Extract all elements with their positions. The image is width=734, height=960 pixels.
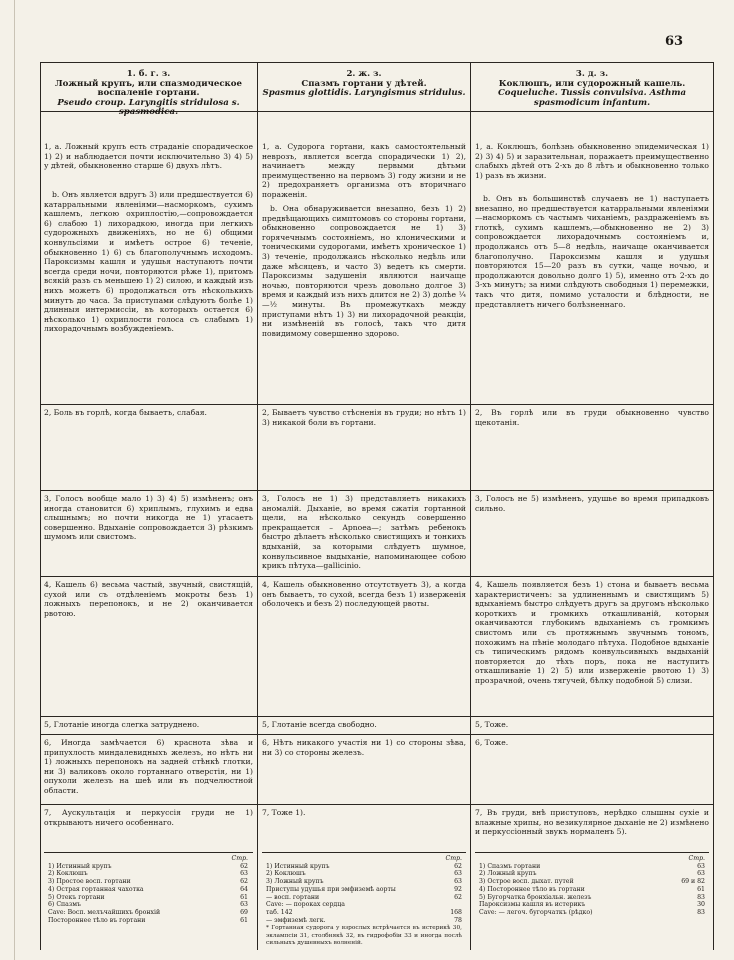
column-title-lat: Coqueluche. Tussis convulsiva. Asthma spasmodicum infantum. [497, 88, 687, 108]
comparison-table [40, 62, 714, 950]
column-title-ru: Ложный крупъ, или спазмодическое воспаленіе гортани. [55, 78, 242, 98]
row-1b: b. Онъ является вдругъ 3) или предшествуется 6) катарральными явленіями—насморкомъ, сухимъ кашлемъ, легкою охриплостію,—сопровождается 6) слабою 1) лихорадкою, иногда при легкихъ судорожныхъ движеніяхъ, но не 6) общими конвульсіями и имѣетъ острое 6) теченіе, обыкновенно 1) 6) съ благополучнымъ исходомъ. Пароксизмы кашля и удушья наступаютъ почти всегда среди ночи, повторяются рѣже 1), притомъ всякій разъ съ меньшею 1) 2) силою, и каждый изъ нихъ можетъ 6) продолжаться отъ нѣсколькихъ минутъ до часа. За приступами слѣдуютъ болѣе 1) длинныя интермиссіи, въ которыхъ остается 6) нѣсколько 1) охриплости голоса съ слабымъ 1) лихорадочнымъ возбужденіемъ. [44, 190, 253, 334]
note-item: 2) Коклюшъ 63 [266, 870, 462, 878]
note-item: Приступы удушья при эмфиземѣ аорты 92 [266, 885, 462, 893]
row-separator [40, 734, 714, 735]
note-item: 4) Острая гортанная чахотка 64 [48, 885, 248, 893]
note-item: 3) Простое восп. гортани 62 [48, 878, 248, 886]
differential-notes [48, 855, 248, 924]
note-item: — эмфиземѣ легк. 78 [266, 916, 462, 924]
note-item: Постороннее тѣло въ гортани 61 [48, 916, 248, 924]
row-2: 2, Въ горлѣ или въ груди обыкновенно чувство щекотанія. [475, 408, 709, 427]
note-item: 2) Ложный крупъ 63 [479, 870, 705, 878]
note-item: 4) Постороннее тѣло въ гортани 61 [479, 885, 705, 893]
row-1b: b. Онъ въ большинствѣ случаевъ не 1) наступаетъ внезапно, но предшествуется катарральными явленіями—насморкомъ съ частымъ чиханіемъ, раздраженіемъ въ глоткѣ, сухимъ кашлемъ,—обыкновенно не 2) 3) сопровождается лихорадочнымъ состояніемъ и, продолжаясь отъ 5—8 недѣль, наичаще оканчивается благополучно. Пароксизмы кашля и удушья повторяются 15—20 разъ въ сутки, чаще ночью, и продолжаются довольно долго 1) 5), именно отъ 2-хъ до 3-хъ минутъ; за ними слѣдуютъ свободныя 1) перемежки, такъ что дитя, помимо усталости и блѣдности, не представляетъ ничего болѣзненнаго. [475, 194, 709, 309]
row-6: 6, Тоже. [475, 738, 509, 747]
differential-notes [479, 855, 705, 917]
row-1a: 1, a. Судорога гортани, какъ самостоятельный неврозъ, является всегда спорадически 1) 2), начинаетъ между первыми дѣтьми преимущественно на первомъ 3) году жизни и не 2) предохраняетъ организма отъ вторичнаго пораженія. [262, 142, 466, 199]
note-item: 2) Коклюшъ 63 [48, 870, 248, 878]
row-4: 4, Кашель 6) весьма частый, звучный, свистящій, сухой или съ отдѣленіемъ мокроты безъ 1) ложныхъ перепонокъ, и не 2) оканчивается рвотою. [44, 580, 253, 618]
column-title-ru: Коклюшъ, или судорожный кашель. [498, 78, 686, 89]
column-whooping-cough [471, 62, 713, 950]
column-header [44, 70, 253, 118]
note-item: Сave: — легоч. бугорчаткъ (рѣдко) 83 [479, 908, 705, 916]
note-item: 1) Спазмъ гортани 63 [479, 862, 705, 870]
row-separator [40, 804, 714, 805]
notes-page-header: Стр. [231, 855, 248, 862]
column-title-lat: Pseudo croup. Laryngitis stridulosa s. spasmodica. [57, 97, 240, 117]
note-item: 3) Ложный крупъ 63 [266, 878, 462, 886]
row-5: 5, Тоже. [475, 720, 509, 729]
notes-rule [44, 852, 253, 853]
row-1a: 1, a. Коклюшъ, болѣзнь обыкновенно эпидемическая 1) 2) 3) 4) 5) и заразительная, поражаетъ преимущественно слабыхъ дѣтей отъ 2-хъ до 8 лѣтъ и обыкновенно только 1) разъ въ жизни. [475, 142, 709, 180]
binding-edge-line [14, 0, 15, 960]
row-1a: 1, a. Ложный крупъ есть страданіе спорадическое 1) 2) и наблюдается почти исключительно 3) 4) 5) у дѣтей, обыкновенно старше 6) двухъ лѣтъ. [44, 142, 253, 171]
note-item: Пароксизмы кашля въ истерикъ 30 [479, 901, 705, 909]
row-separator [40, 490, 714, 491]
notes-rule [475, 852, 709, 853]
page-number: 63 [665, 34, 684, 49]
row-separator [40, 716, 714, 717]
notes-page-header: Стр. [445, 855, 462, 862]
row-4: 4, Кашель появляется безъ 1) стона и бываетъ весьма характеристиченъ: за удлиненнымъ и свистящимъ 5) вдыханіемъ быстро слѣдуетъ другъ за другомъ нѣсколько короткихъ и громкихъ откашливаній, которыя оканчиваются глубокимъ вдыханіемъ съ громкимъ свистомъ или съ протяжнымъ звучнымъ тономъ, похожимъ на пѣніе молодаго пѣтуха. Подобное вдыханіе съ типическимъ рядомъ конвульсивныхъ выдыханій повторяется до тѣхъ поръ, пока не наступитъ откашливаніе 1) 2) 5) или изверженіе рвотою 1) 3) прозрачной, очень тягучей, бѣлку подобной 5) слизи. [475, 580, 709, 685]
note-item: 6) Спазмъ 63 [48, 901, 248, 909]
row-7: 7, Аускультація и перкуссія груди не 1) открываютъ ничего особеннаго. [44, 808, 253, 827]
note-item: 5) Бугорчатка бронхіальн. железъ 83 [479, 893, 705, 901]
column-laryngospasm [258, 62, 470, 950]
row-2: 2, Боль въ горлѣ, когда бываетъ, слабая. [44, 408, 207, 417]
column-title-lat: Spasmus glottidis. Laryngismus stridulus. [262, 88, 466, 98]
row-3: 3, Голосъ не 1) 3) представляетъ никакихъ аномалій. Дыханіе, во время сжатія гортанной щели, на нѣсколько секундъ совершенно прекращается – Apnoea—; затѣмъ ребенокъ быстро дѣлаетъ нѣсколько свистящихъ и тонкихъ вдыханій, за которыми слѣдуетъ шумное, конвульсивное выдыханіе, напоминающее собою крикъ пѣтуха—gallicinio. [262, 494, 466, 571]
column-number: 3. д. з. [575, 69, 609, 79]
note-item: Сave: — пороках сердца [266, 901, 345, 909]
notes-rule [262, 852, 466, 853]
table-right-border [713, 62, 714, 950]
column-false-croup [40, 62, 257, 950]
row-3: 3, Голосъ не 5) измѣненъ, удушье во время припадковъ сильно. [475, 494, 709, 513]
note-item: 3) Острое восп. дыхат. путей 69 и 82 [479, 878, 705, 886]
row-6: 6, Нѣтъ никакого участія ни 1) со стороны зѣва, ни 3) со стороны железъ. [262, 738, 466, 757]
note-item: таб. 142 168 [266, 908, 462, 916]
row-separator [40, 404, 714, 405]
note-item: 1) Истинный крупъ 62 [48, 862, 248, 870]
differential-notes [266, 855, 462, 947]
column-number: 2. ж. з. [346, 69, 382, 79]
row-1b: b. Она обнаруживается внезапно, безъ 1) 2) предвѣщающихъ симптомовъ со стороны гортани, обыкновенно сопровождается не 1) 3) горячечнымъ состояніемъ, но клоническими и тоническими судорогами, имѣетъ хроническое 1) 3) теченіе, продолжаясь нѣсколько недѣль или даже мѣсяцевъ, и часто 3) ведетъ къ смерти. Пароксизмы задушенія являются наичаще ночью, повторяются чрезъ довольно долгое 3) время и каждый изъ нихъ длится не 2) 3) долѣе ¼—½ минуты. Въ промежуткахъ между приступами нѣтъ 1) 3) ни лихорадочной реакціи, ни измѣненій въ голосѣ, такъ что дитя повидимому совершенно здорово. [262, 204, 466, 338]
row-7: 7, Въ груди, внѣ приступовъ, нерѣдко слышны сухіе и влажные хрипы, но везикулярное дыханіе не 2) измѣнено и перкуссіонный звукъ нормаленъ 5). [475, 808, 709, 837]
notes-page-header: Стр. [688, 855, 705, 862]
note-item: 5) Отекъ гортани 61 [48, 893, 248, 901]
row-2: 2, Бываетъ чувство стѣсненія въ груди; но нѣтъ 1) 3) никакой боли въ гортани. [262, 408, 466, 427]
column-title-ru: Спазмъ гортани у дѣтей. [301, 78, 427, 89]
note-item: 1) Истинный крупъ 62 [266, 862, 462, 870]
row-3: 3, Голосъ вообще мало 1) 3) 4) 5) измѣненъ; онъ иногда становится 6) хриплымъ, глухимъ и едва слышнымъ; но почти никогда не 1) угасаетъ совершенно. Вдыханіе сопровождается 3) рѣзкимъ шумомъ или свистомъ. [44, 494, 253, 542]
column-header [475, 70, 709, 108]
note-item: Сave: Восп. мелъчайшихъ бронхій 69 [48, 908, 248, 916]
column-header [262, 70, 466, 99]
row-7: 7, Тоже 1). [262, 808, 306, 817]
row-separator [40, 576, 714, 577]
row-5: 5, Глотаніе иногда слегка затруднено. [44, 720, 200, 729]
note-item: — восп. гортани 62 [266, 893, 462, 901]
column-number: 1. б. г. з. [126, 69, 171, 79]
footnote: * Гортанная судорога у взрослых встрѣчается въ истерикѣ 30, эклампсіи 31, столбнякѣ 32, въ гидрофобіи 33 и иногда послѣ сильныхъ душевныхъ волненій. [266, 925, 462, 946]
row-4: 4, Кашель обыкновенно отсутствуетъ 3), а когда онъ бываетъ, то сухой, всегда безъ 1) изверженія оболочекъ и безъ 2) последующей рвоты. [262, 580, 466, 609]
row-5: 5, Глотаніе всегда свободно. [262, 720, 377, 729]
row-6: 6, Иногда замѣчается 6) краснота зѣва и припухлость миндалевидныхъ железъ, но нѣтъ ни 1) ложныхъ перепонокъ на задней стѣнкѣ глотки, ни 3) валиковъ около гортаннаго отверстія, ни 1) опухоли железъ на шеѣ или въ подчелюстной области. [44, 738, 253, 795]
